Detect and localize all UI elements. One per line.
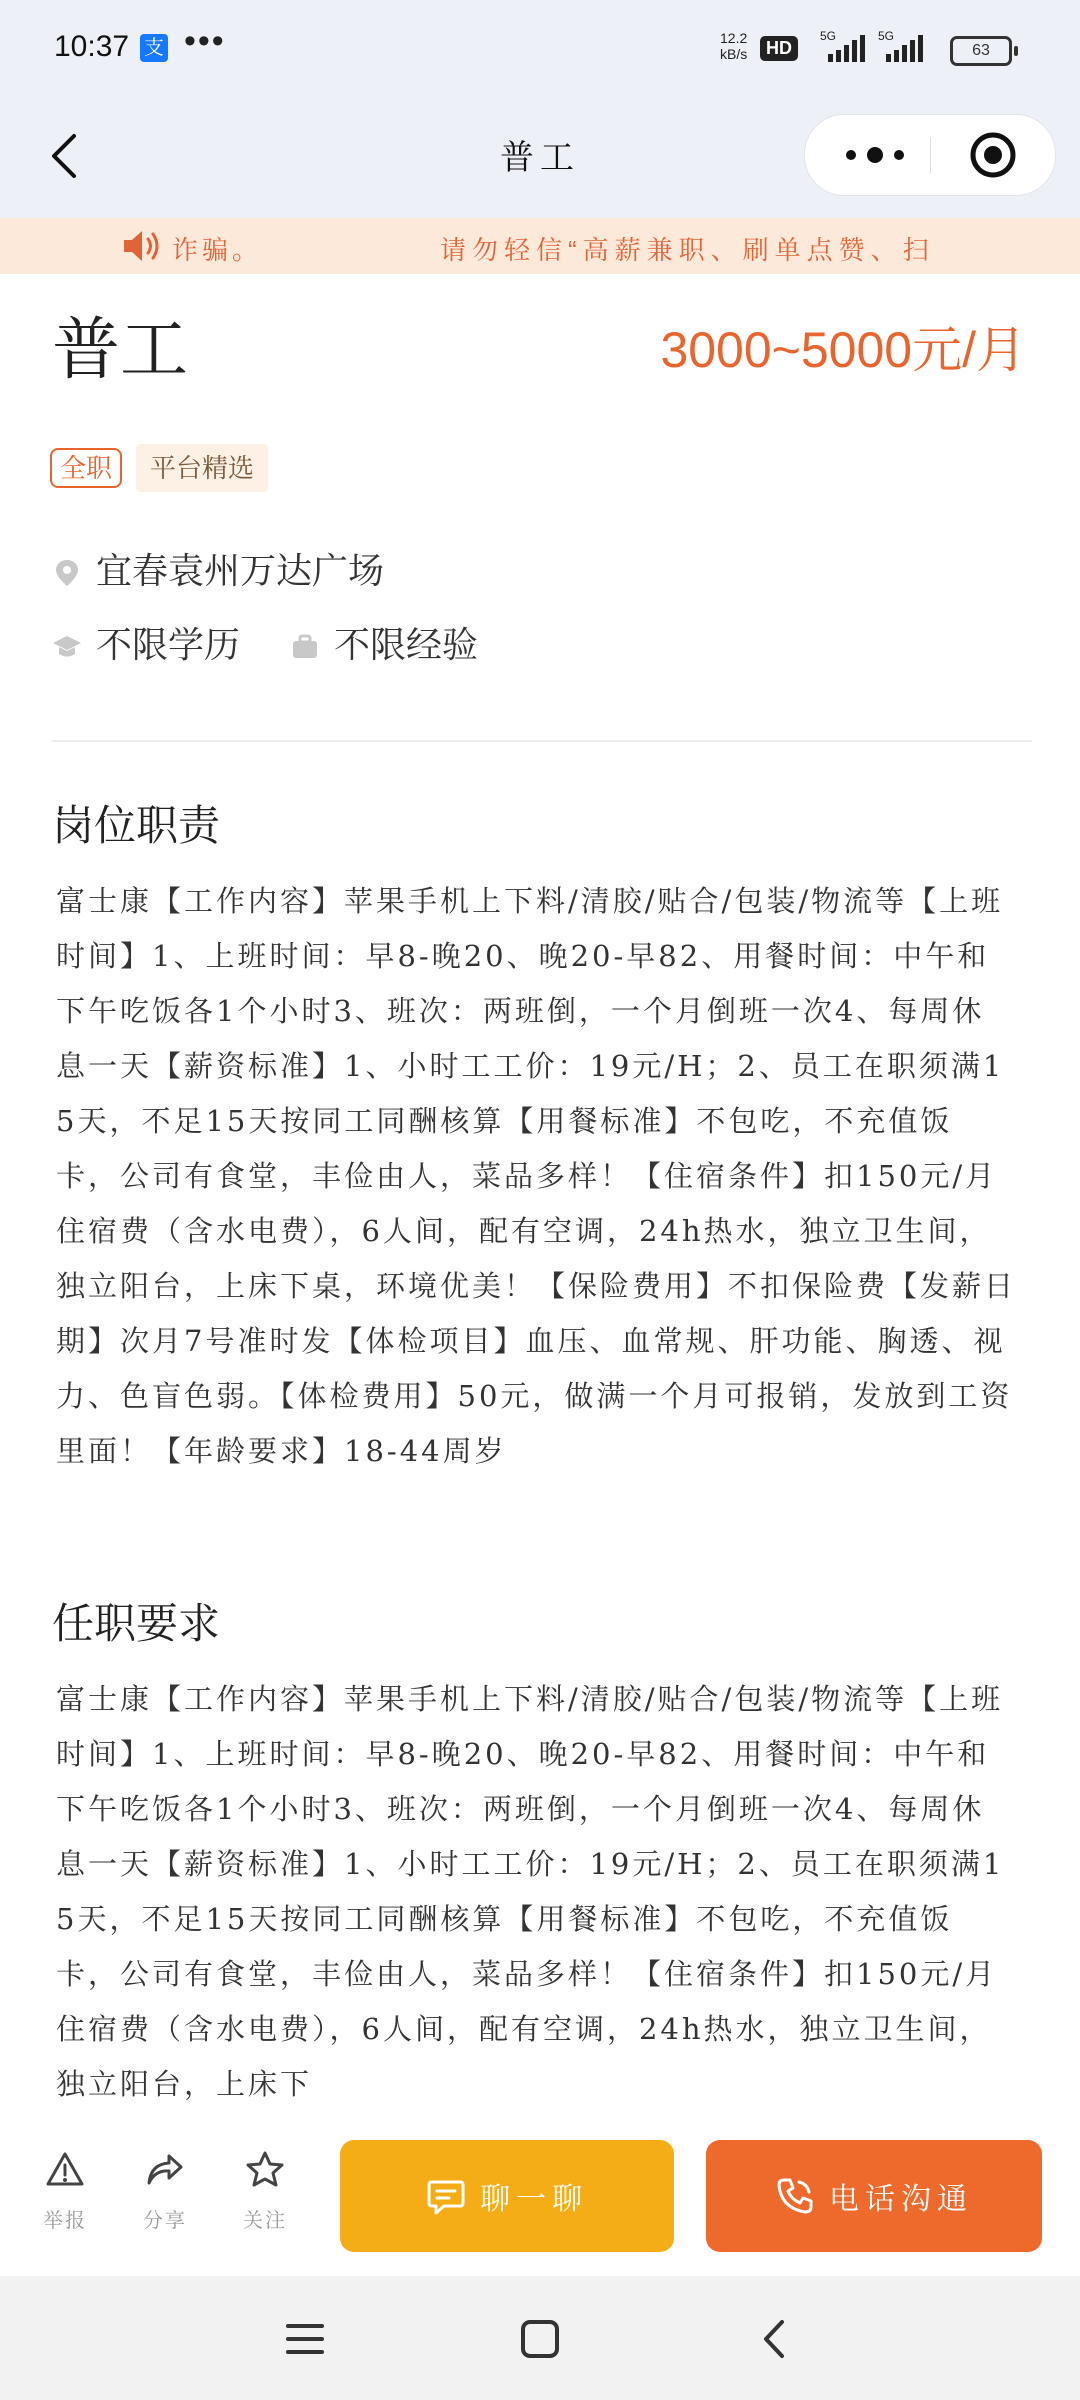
follow-button[interactable]	[220, 2150, 310, 2233]
job-location	[52, 548, 384, 594]
report-label: 举报	[43, 2210, 87, 2232]
call-button-inner	[706, 2140, 1042, 2252]
duties-title: 岗位职责	[52, 802, 221, 849]
location-pin-icon	[52, 558, 82, 588]
battery-icon: 63	[950, 36, 1012, 66]
job-education	[52, 622, 240, 668]
call-button[interactable]	[706, 2140, 1042, 2252]
page-title: 普工	[500, 139, 580, 177]
warning-icon	[45, 2150, 85, 2190]
back-triangle-icon[interactable]	[750, 2314, 800, 2364]
share-label: 分享	[143, 2210, 187, 2232]
nav-bar	[0, 100, 1080, 218]
requirements-body: 富士康【工作内容】苹果手机上下料/清胶/贴合/包装/物流等【上班时间】1、上班时间：早8-晚20、晚20-早82、用餐时间：中午和下午吃饭各1个小时3、班次：两班倒，一个月倒班一次4、每周休息一天【薪资标准】1、小时工工价：19元/H；2、员工在职须满15天，不足15天按同工同酬核算【用餐标准】不包吃，不充值饭卡，公司有食堂，丰俭由人，菜品多样！【住宿条件】扣150元/月住宿费（含水电费），6人间，配有空调，24h热水，独立卫生间，独立阳台，上床下	[56, 1682, 1005, 2101]
menu-icon[interactable]	[280, 2314, 330, 2364]
notice-text-tail: 诈骗。	[172, 235, 263, 265]
education-text: 不限学历	[96, 624, 241, 665]
fraud-notice-banner[interactable]	[0, 218, 1080, 274]
duties-body: 富士康【工作内容】苹果手机上下料/清胶/贴合/包装/物流等【上班时间】1、上班时间：早8-晚20、晚20-早82、用餐时间：中午和下午吃饭各1个小时3、班次：两班倒，一个月倒班一次4、每周休息一天【薪资标准】1、小时工工价：19元/H；2、员工在职须满15天，不足15天按同工同酬核算【用餐标准】不包吃，不充值饭卡，公司有食堂，丰俭由人，菜品多样！【住宿条件】扣150元/月住宿费（含水电费），6人间，配有空调，24h热水，独立卫生间，独立阳台，上床下桌，环境优美！【保险费用】不扣保险费【发薪日期】次月7号准时发【体检项目】血压、血常规、肝功能、胸透、视力、色盲色弱。【体检费用】50元，做满一个月可报销，发放到工资里面！【年龄要求】18-44周岁	[56, 884, 1016, 1468]
location-text: 宜春袁州万达广场	[96, 550, 385, 591]
signal-icon-1	[812, 30, 872, 64]
signal-icon-2	[874, 30, 934, 64]
requirements-title: 任职要求	[52, 1600, 221, 1647]
net-speed-value: 12.2	[720, 30, 748, 46]
speaker-icon	[122, 228, 164, 264]
phone-icon	[775, 2176, 815, 2216]
job-salary: 3000~5000元/月	[660, 322, 1026, 378]
system-nav-bar	[0, 2276, 1080, 2400]
section-divider	[52, 740, 1032, 742]
follow-label: 关注	[243, 2210, 287, 2232]
notification-dots: •••	[184, 22, 226, 60]
mini-program-capsule	[804, 114, 1056, 196]
job-title: 普工	[52, 312, 189, 388]
status-bar	[0, 0, 1080, 100]
more-dots-icon[interactable]	[835, 133, 915, 177]
chat-button-inner	[340, 2140, 674, 2252]
capsule-divider	[930, 137, 931, 173]
target-close-icon[interactable]	[969, 131, 1017, 179]
bottom-action-bar	[0, 2124, 1080, 2276]
star-icon	[245, 2150, 285, 2190]
report-button[interactable]	[20, 2150, 110, 2233]
chat-button[interactable]	[340, 2140, 674, 2252]
alipay-icon: 支	[140, 34, 168, 62]
job-experience	[290, 622, 478, 668]
net-speed	[720, 30, 747, 62]
signal-label-2: 5G	[878, 30, 895, 43]
home-square-icon[interactable]	[515, 2314, 565, 2364]
briefcase-icon	[290, 632, 320, 662]
signal-label-1: 5G	[820, 30, 837, 43]
notice-text-head: 请勿轻信“高薪兼职、刷单点赞、扫	[440, 235, 935, 265]
experience-text: 不限经验	[334, 624, 479, 665]
net-speed-unit: kB/s	[720, 46, 748, 62]
tag-platform-selected: 平台精选	[136, 444, 268, 492]
tag-fulltime: 全职	[50, 448, 122, 488]
hd-badge: HD	[760, 36, 798, 61]
graduation-cap-icon	[52, 632, 82, 662]
status-time: 10:37	[54, 30, 130, 63]
call-button-label: 电话沟通	[829, 2183, 973, 2216]
chat-bubble-icon	[426, 2176, 466, 2216]
chat-button-label: 聊一聊	[480, 2183, 588, 2216]
share-button[interactable]	[120, 2150, 210, 2233]
share-icon	[145, 2150, 185, 2190]
